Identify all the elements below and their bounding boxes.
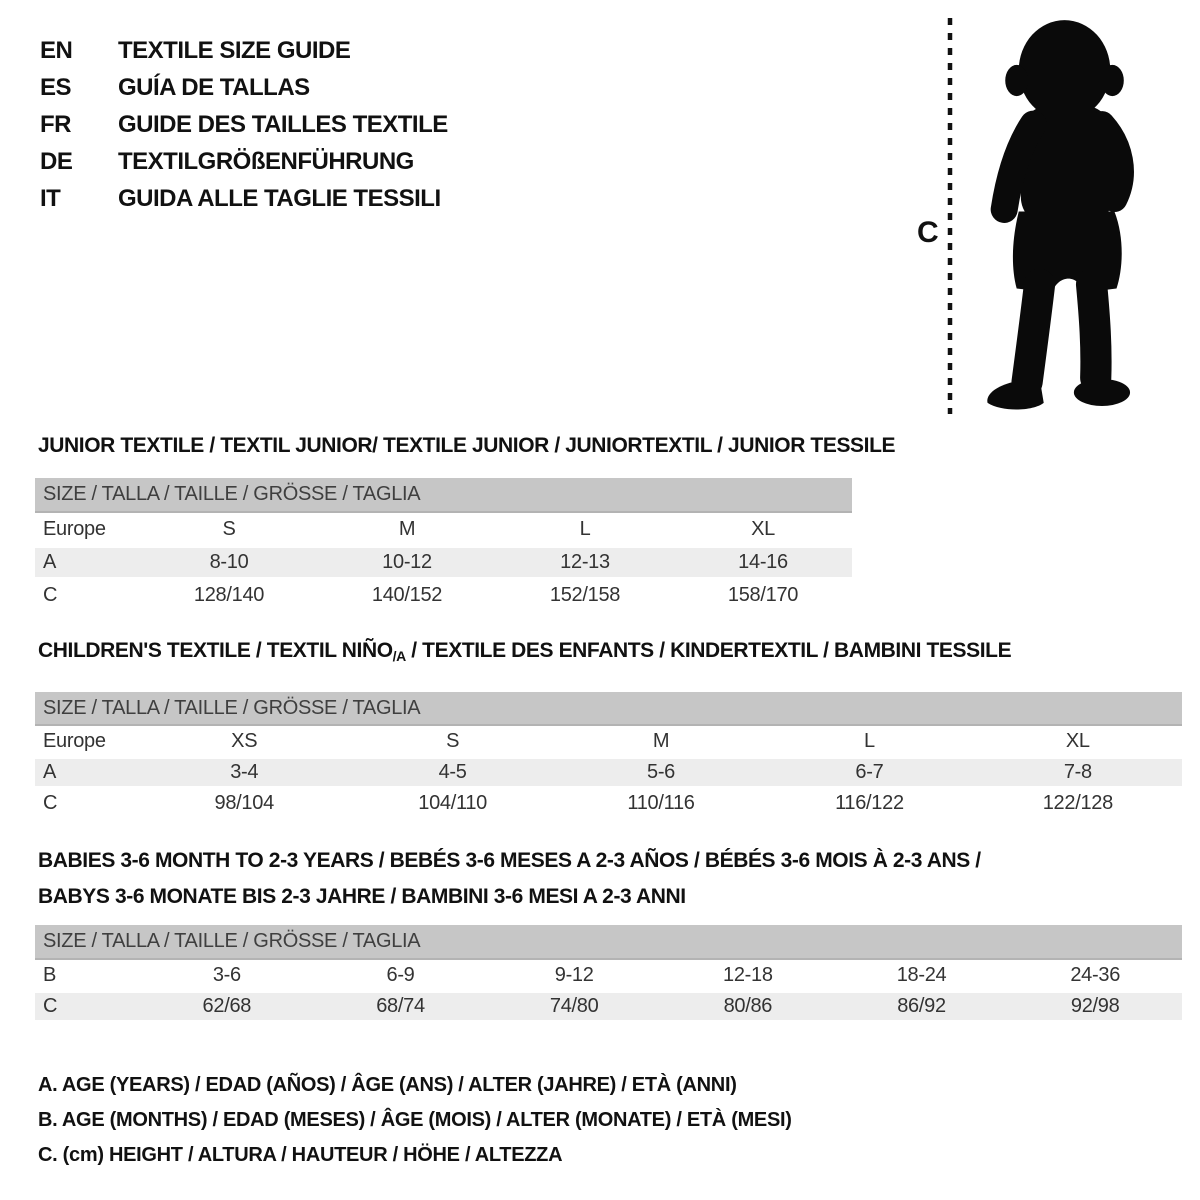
- language-code: ES: [40, 73, 72, 101]
- value-cell: 8-10: [209, 551, 249, 573]
- value-cell: 104/110: [418, 792, 487, 814]
- table-junior: [35, 478, 852, 612]
- value-cell: 116/122: [835, 792, 904, 814]
- legend-line-b: B. AGE (MONTHS) / EDAD (MESES) / ÂGE (MOIS) / ALTER (MONATE) / ETÀ (MESI): [38, 1109, 792, 1131]
- language-code: DE: [40, 147, 73, 175]
- value-cell: 4-5: [438, 761, 467, 783]
- measure-label-c: C: [917, 216, 939, 249]
- toddler-figure: [895, 10, 1200, 425]
- table-row-europe: [35, 726, 1182, 757]
- language-row-de: [40, 143, 448, 180]
- table-babies: [35, 925, 1182, 1022]
- row-label: C: [43, 584, 58, 606]
- row-label: C: [43, 995, 58, 1017]
- row-label: B: [43, 964, 57, 986]
- language-title: GUÍA DE TALLAS: [118, 73, 310, 101]
- legend-line-c: C. (cm) HEIGHT / ALTURA / HAUTEUR / HÖHE / ALTEZZA: [38, 1144, 563, 1166]
- value-cell: 6-9: [386, 964, 415, 986]
- value-cell: 158/170: [727, 584, 799, 606]
- size-header-bar: [35, 925, 1182, 960]
- language-title: GUIDA ALLE TAGLIE TESSILI: [118, 184, 441, 212]
- language-list: [40, 32, 448, 217]
- language-code: EN: [40, 36, 73, 64]
- size-header-label: SIZE / TALLA / TAILLE / GRÖSSE / TAGLIA: [43, 483, 421, 505]
- section-title-junior: JUNIOR TEXTILE / TEXTIL JUNIOR/ TEXTILE JUNIOR / JUNIORTEXTIL / JUNIOR TESSILE: [38, 434, 896, 457]
- value-cell: 10-12: [382, 551, 432, 573]
- value-cell: 9-12: [554, 964, 594, 986]
- row-label: A: [43, 761, 57, 783]
- value-cell: 128/140: [193, 584, 265, 606]
- value-cell: 74/80: [549, 995, 599, 1017]
- section-title-babies: [38, 843, 981, 915]
- language-row-en: [40, 32, 448, 69]
- value-cell: 92/98: [1070, 995, 1120, 1017]
- size-cell: L: [864, 730, 875, 752]
- value-cell: 62/68: [202, 995, 252, 1017]
- value-cell: 80/86: [723, 995, 773, 1017]
- row-label: Europe: [43, 518, 106, 540]
- language-title: TEXTILGRÖßENFÜHRUNG: [118, 147, 414, 175]
- babies-title-line1: BABIES 3-6 MONTH TO 2-3 YEARS / BEBÉS 3-6 MESES A 2-3 AÑOS / BÉBÉS 3-6 MOIS À 2-3 ANS /: [38, 849, 981, 872]
- language-row-es: [40, 69, 448, 106]
- section-title-children: [38, 639, 1011, 664]
- language-code: IT: [40, 184, 61, 212]
- table-row-c: [35, 579, 852, 612]
- value-cell: 12-18: [723, 964, 773, 986]
- value-cell: 152/158: [549, 584, 621, 606]
- legend-line-a: A. AGE (YEARS) / EDAD (AÑOS) / ÂGE (ANS) / ALTER (JAHRE) / ETÀ (ANNI): [38, 1074, 737, 1096]
- size-cell: L: [579, 518, 591, 540]
- children-title-prefix: CHILDREN'S TEXTILE / TEXTIL NIÑO: [38, 639, 393, 662]
- row-label: Europe: [43, 730, 106, 752]
- table-row-a: [35, 757, 1182, 788]
- value-cell: 140/152: [371, 584, 443, 606]
- table-row-c: [35, 991, 1182, 1022]
- size-cell: M: [398, 518, 416, 540]
- language-row-fr: [40, 106, 448, 143]
- value-cell: 12-13: [560, 551, 610, 573]
- table-row-europe: [35, 513, 852, 546]
- children-title-suffix: / TEXTILE DES ENFANTS / KINDERTEXTIL / BAMBINI TESSILE: [405, 639, 1012, 662]
- row-label: C: [43, 792, 58, 814]
- size-cell: XL: [751, 518, 775, 540]
- value-cell: 24-36: [1070, 964, 1121, 986]
- babies-title-line2: BABYS 3-6 MONATE BIS 2-3 JAHRE / BAMBINI 3-6 MESI A 2-3 ANNI: [38, 885, 686, 908]
- value-cell: 68/74: [376, 995, 425, 1017]
- size-cell: M: [652, 730, 670, 752]
- language-title: GUIDE DES TAILLES TEXTILE: [118, 110, 448, 138]
- size-cell: XS: [231, 730, 258, 752]
- value-cell: 3-4: [230, 761, 259, 783]
- value-cell: 98/104: [214, 792, 274, 814]
- value-cell: 110/116: [627, 792, 695, 814]
- value-cell: 3-6: [212, 964, 241, 986]
- size-header-bar: [35, 692, 1182, 726]
- legend: [38, 1068, 792, 1173]
- size-cell: XL: [1065, 730, 1090, 752]
- language-code: FR: [40, 110, 71, 138]
- value-cell: 6-7: [855, 761, 884, 783]
- value-cell: 86/92: [897, 995, 946, 1017]
- table-row-c: [35, 788, 1182, 819]
- table-children: [35, 692, 1182, 819]
- row-label: A: [43, 551, 57, 573]
- toddler-silhouette-icon: [987, 20, 1130, 409]
- value-cell: 122/128: [1042, 792, 1113, 814]
- value-cell: 5-6: [647, 761, 676, 783]
- size-header-label: SIZE / TALLA / TAILLE / GRÖSSE / TAGLIA: [43, 930, 421, 952]
- language-title: TEXTILE SIZE GUIDE: [118, 36, 351, 64]
- size-header-bar: [35, 478, 852, 513]
- value-cell: 7-8: [1063, 761, 1092, 783]
- children-title-sub: /A: [392, 648, 406, 664]
- language-row-it: [40, 180, 448, 217]
- size-cell: S: [222, 518, 236, 540]
- size-cell: S: [446, 730, 460, 752]
- value-cell: 14-16: [738, 551, 788, 573]
- size-header-label: SIZE / TALLA / TAILLE / GRÖSSE / TAGLIA: [43, 696, 421, 719]
- table-row-a: [35, 546, 852, 579]
- table-row-b: [35, 960, 1182, 991]
- value-cell: 18-24: [896, 964, 947, 986]
